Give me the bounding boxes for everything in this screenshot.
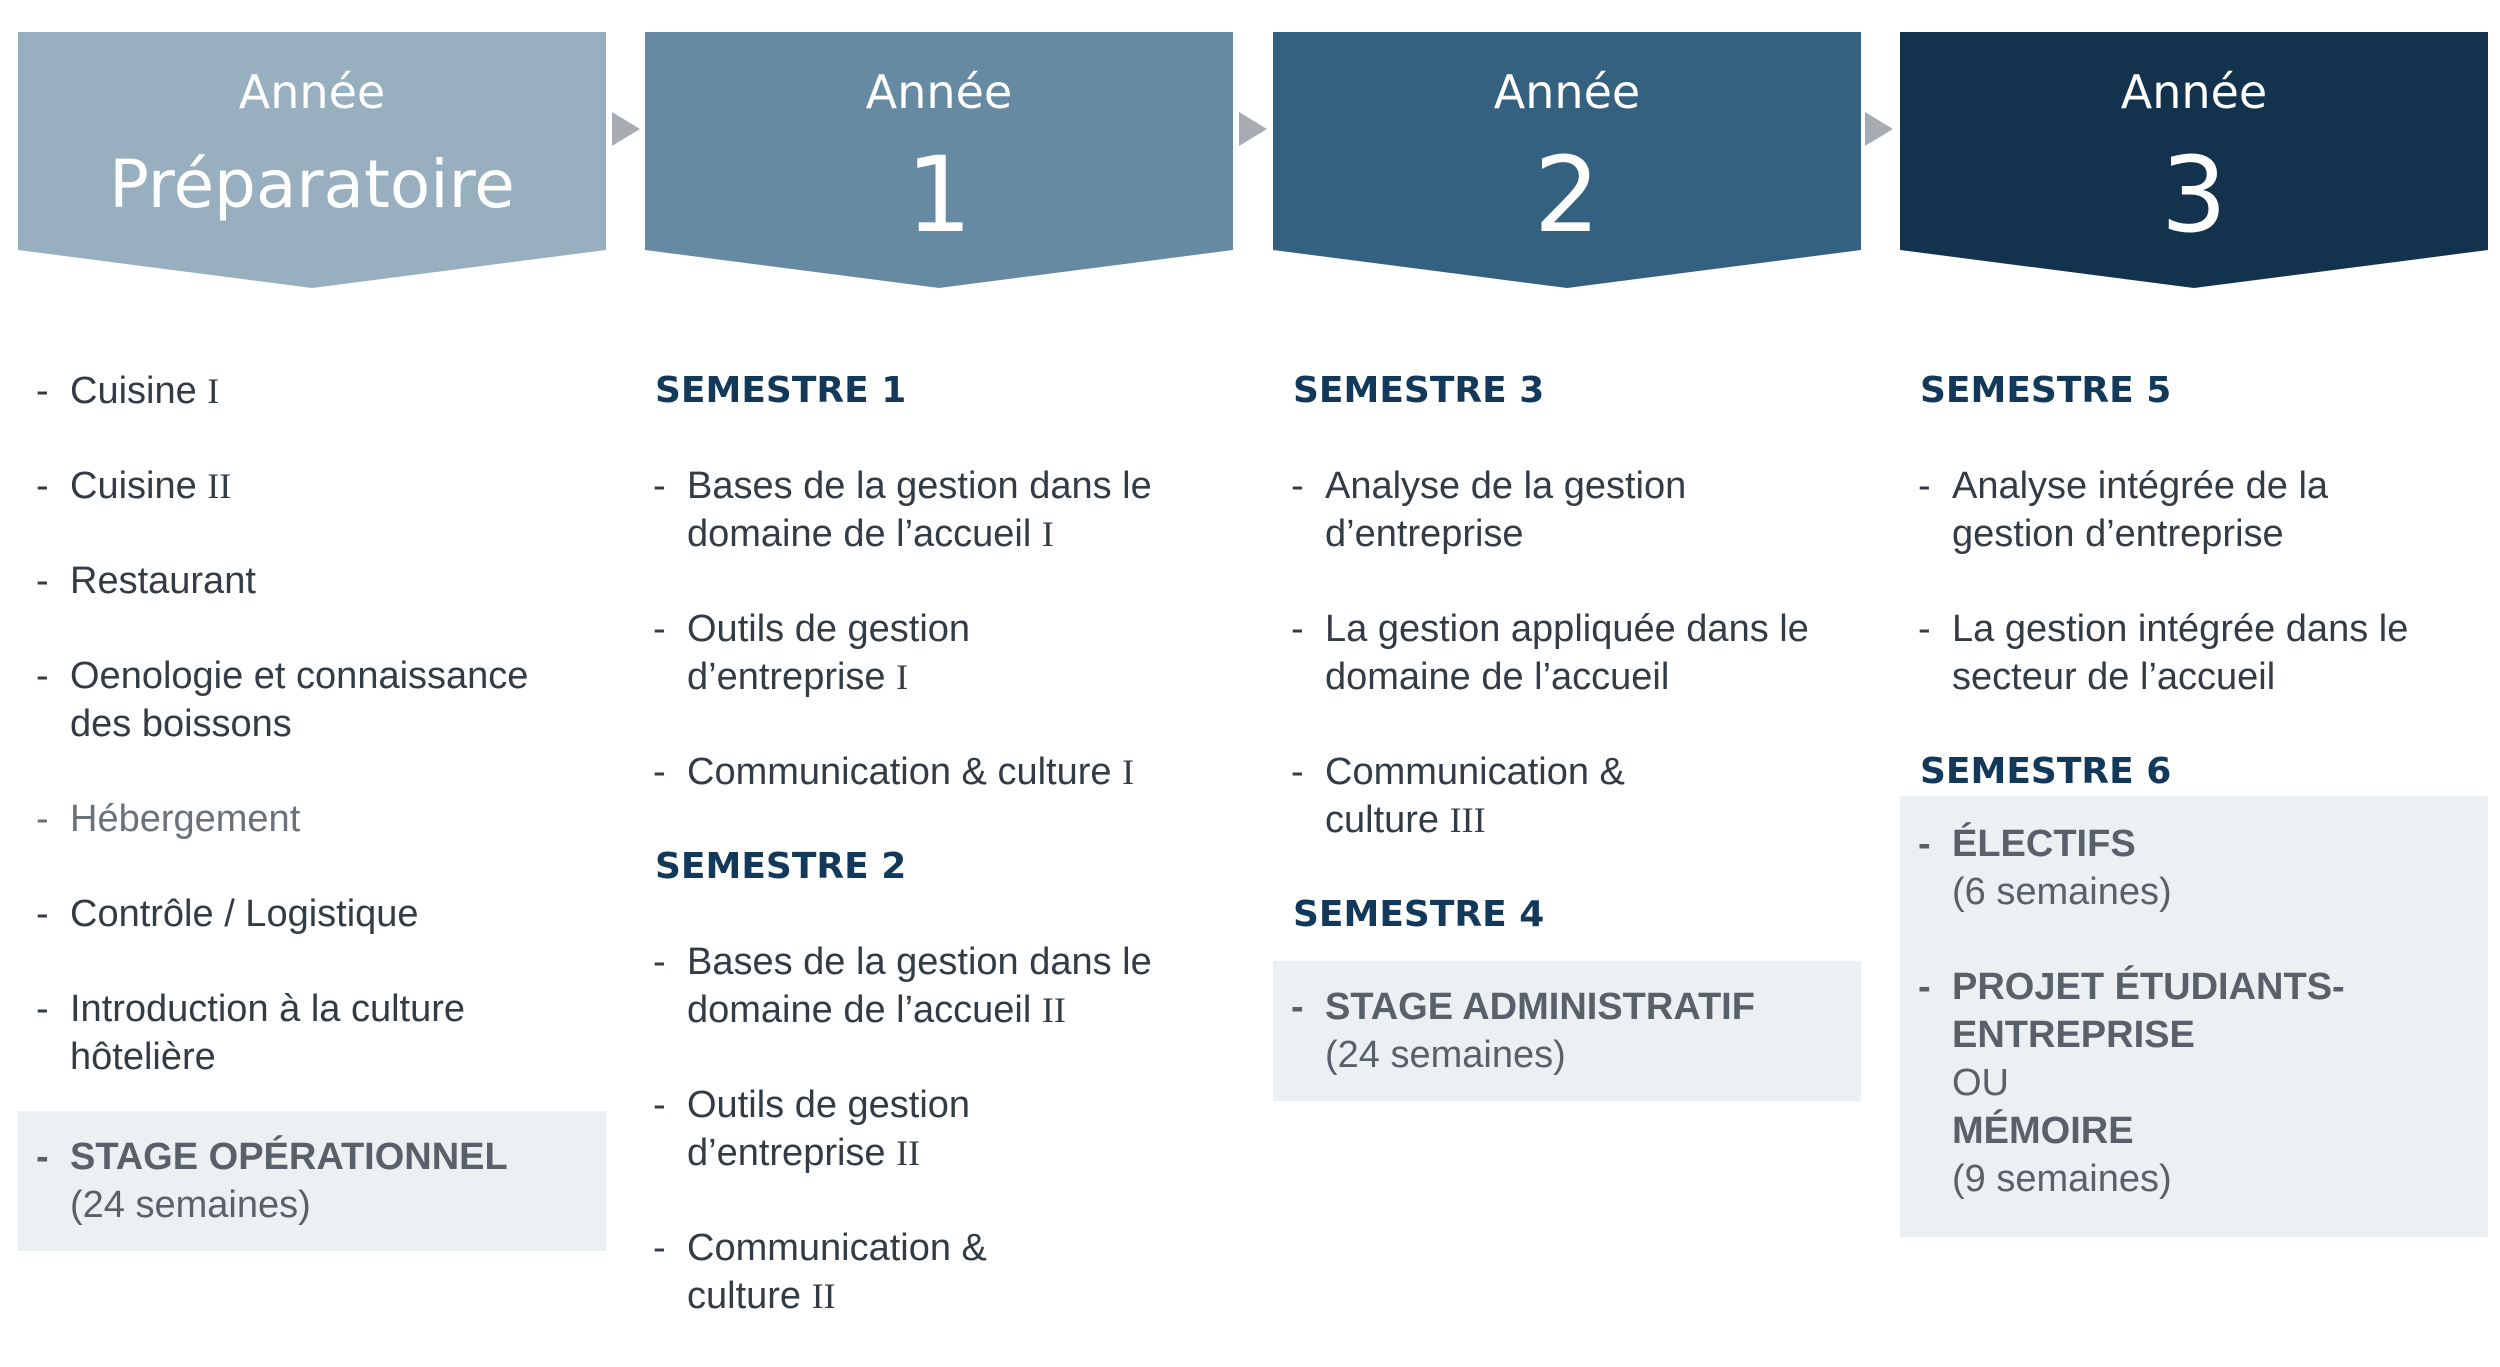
stage-item: - STAGE ADMINISTRATIF (24 semaines) [1291, 986, 1755, 1076]
stage-box-administratif [1273, 961, 1861, 1101]
projet-title-line2: ENTREPRISE [1952, 1014, 2195, 1056]
course-item: - La gestion intégrée dans le secteur de l’accueil [1918, 608, 2409, 698]
semester-label: SEMESTRE 4 [1293, 894, 1545, 935]
stage-title: STAGE OPÉRATIONNEL [70, 1136, 508, 1178]
course-item: - Outils de gestion d’entreprise II [653, 1084, 971, 1174]
header-year-label: Année [238, 65, 386, 119]
course-item: - Restaurant [36, 560, 256, 602]
column-annee-2 [1273, 0, 1861, 1350]
course-item: - Oenologie et connaissance des boissons [36, 655, 529, 745]
header-year-label: Année [865, 65, 1013, 119]
semester-label: SEMESTRE 3 [1293, 370, 1545, 411]
stage-title: STAGE ADMINISTRATIF [1325, 986, 1755, 1028]
course-list-annee-1 [635, 367, 1223, 1367]
course-item: - Communication & culture III [1291, 751, 1625, 841]
stage-duration: (24 semaines) [70, 1184, 311, 1226]
stage-item: - STAGE OPÉRATIONNEL (24 semaines) [36, 1136, 508, 1226]
semester-label: SEMESTRE 1 [655, 370, 907, 411]
header-year-value: 3 [2160, 134, 2228, 256]
arrow-right-icon [612, 112, 640, 146]
course-item: - Communication & culture II [653, 1227, 987, 1317]
course-list-preparatoire [18, 367, 606, 1298]
semester-label: SEMESTRE 6 [1920, 751, 2172, 792]
course-item: - Bases de la gestion dans le domaine de l’accueil I [653, 465, 1152, 555]
course-list-annee-2 [1273, 367, 1861, 1148]
course-item: - La gestion appliquée dans le domaine de l’accueil [1291, 608, 1809, 698]
stage-duration: (24 semaines) [1325, 1034, 1566, 1076]
course-item: - Hébergement [36, 798, 301, 840]
projet-or: OU [1952, 1062, 2009, 1104]
header-year-value: Préparatoire [109, 146, 515, 223]
course-item: - Bases de la gestion dans le domaine de l’accueil II [653, 941, 1152, 1031]
course-item: - Communication & culture I [653, 751, 1135, 793]
course-item: - Cuisine I [36, 370, 220, 412]
semester-6-box [1900, 796, 2488, 1237]
header-year-value: 2 [1533, 134, 1601, 256]
column-annee-preparatoire [18, 0, 606, 1350]
header-year-label: Année [1493, 65, 1641, 119]
memoire-title: MÉMOIRE [1952, 1110, 2134, 1152]
semester-label: SEMESTRE 5 [1920, 370, 2172, 411]
course-item: - Cuisine II [36, 465, 232, 507]
course-list-annee-3 [1900, 367, 2488, 1284]
projet-title-line1: PROJET ÉTUDIANTS- [1952, 966, 2345, 1008]
arrow-right-icon [1239, 112, 1267, 146]
projet-item: - PROJET ÉTUDIANTS- ENTREPRISE OU MÉMOIRE (9 semaines) [1918, 966, 2345, 1200]
electifs-title: ÉLECTIFS [1952, 823, 2136, 865]
semester-label: SEMESTRE 2 [655, 846, 907, 887]
course-item: - Contrôle / Logistique [36, 893, 419, 935]
column-annee-3 [1900, 0, 2488, 1350]
electifs-duration: (6 semaines) [1952, 871, 2172, 913]
stage-box-operationnel [18, 1111, 606, 1251]
header-year-label: Année [2120, 65, 2268, 119]
column-annee-1 [645, 0, 1233, 1350]
course-item: - Outils de gestion d’entreprise I [653, 608, 971, 698]
arrow-right-icon [1865, 112, 1893, 146]
course-item: - Analyse intégrée de la gestion d’entreprise [1918, 465, 2329, 555]
header-year-value: 1 [905, 134, 973, 256]
course-item: - Analyse de la gestion d’entreprise [1291, 465, 1687, 555]
electifs-item: - ÉLECTIFS (6 semaines) [1918, 823, 2172, 913]
course-item: - Introduction à la culture hôtelière [36, 988, 466, 1078]
projet-duration: (9 semaines) [1952, 1158, 2172, 1200]
